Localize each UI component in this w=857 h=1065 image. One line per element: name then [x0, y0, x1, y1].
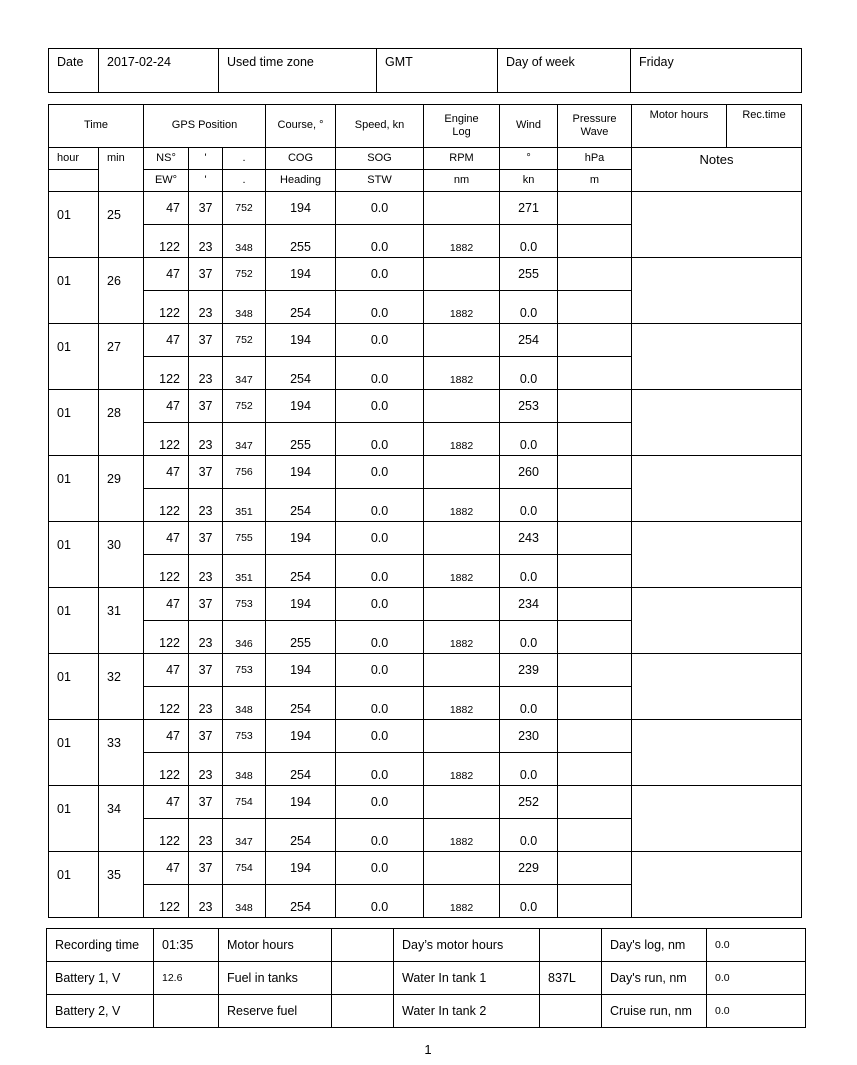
- lon-dec-cell[interactable]: 348: [223, 687, 266, 720]
- cog-cell[interactable]: 194: [266, 852, 336, 885]
- log-cell[interactable]: 1882: [424, 753, 500, 786]
- stw-cell[interactable]: 0.0: [336, 291, 424, 324]
- day-log-label: Day's log, nm: [602, 929, 707, 962]
- wind-kn-cell[interactable]: 0.0: [500, 357, 558, 390]
- notes-cell[interactable]: [632, 720, 802, 786]
- wave-cell[interactable]: [558, 225, 632, 258]
- pressure-cell[interactable]: [558, 852, 632, 885]
- heading-cell[interactable]: 255: [266, 225, 336, 258]
- rpm-cell[interactable]: [424, 588, 500, 621]
- wind-kn-cell[interactable]: 0.0: [500, 753, 558, 786]
- sub-lon-dec: .: [223, 170, 266, 192]
- min-cell[interactable]: 31: [99, 588, 144, 654]
- wind-kn-cell[interactable]: 0.0: [500, 687, 558, 720]
- lat-dec-cell[interactable]: 754: [223, 786, 266, 819]
- lat-dec-cell[interactable]: 756: [223, 456, 266, 489]
- stw-cell[interactable]: 0.0: [336, 819, 424, 852]
- sub-hpa: hPa: [558, 148, 632, 170]
- sog-cell[interactable]: 0.0: [336, 192, 424, 225]
- table-row: [49, 654, 802, 687]
- wind-kn-cell[interactable]: 0.0: [500, 291, 558, 324]
- lon-min-cell[interactable]: 23: [189, 225, 223, 258]
- stw-cell[interactable]: 0.0: [336, 555, 424, 588]
- hour-cell[interactable]: 01: [49, 522, 99, 588]
- stw-cell[interactable]: 0.0: [336, 621, 424, 654]
- heading-cell[interactable]: 254: [266, 489, 336, 522]
- heading-cell[interactable]: 254: [266, 819, 336, 852]
- table-row: [49, 192, 802, 225]
- lat-dec-cell[interactable]: 752: [223, 390, 266, 423]
- min-cell[interactable]: 32: [99, 654, 144, 720]
- lon-min-cell[interactable]: 23: [189, 489, 223, 522]
- sub-ew: EW°: [144, 170, 189, 192]
- wave-cell[interactable]: [558, 621, 632, 654]
- col-rec-time: Rec.time: [727, 105, 802, 148]
- table-row: [49, 522, 802, 555]
- sub-ns: NS°: [144, 148, 189, 170]
- notes-cell[interactable]: [632, 192, 802, 258]
- notes-cell[interactable]: [632, 324, 802, 390]
- heading-cell[interactable]: 255: [266, 423, 336, 456]
- lat-min-cell[interactable]: 37: [189, 654, 223, 687]
- wind-kn-cell[interactable]: 0.0: [500, 423, 558, 456]
- col-course: Course, °: [266, 105, 336, 148]
- recording-time-value[interactable]: 01:35: [154, 929, 219, 962]
- wave-cell[interactable]: [558, 291, 632, 324]
- sog-cell[interactable]: 0.0: [336, 456, 424, 489]
- pressure-cell[interactable]: [558, 192, 632, 225]
- sub-lat-min: ': [189, 148, 223, 170]
- motor-hours-label: Motor hours: [219, 929, 332, 962]
- log-cell[interactable]: 1882: [424, 885, 500, 918]
- table-row: [49, 258, 802, 291]
- wind-dir-cell[interactable]: 230: [500, 720, 558, 753]
- day-run-value[interactable]: 0.0: [707, 962, 806, 995]
- lat-dec-cell[interactable]: 752: [223, 192, 266, 225]
- lat-min-cell[interactable]: 37: [189, 588, 223, 621]
- wind-dir-cell[interactable]: 239: [500, 654, 558, 687]
- sog-cell[interactable]: 0.0: [336, 258, 424, 291]
- lat-deg-cell[interactable]: 47: [144, 720, 189, 753]
- battery2-value[interactable]: [154, 995, 219, 1028]
- battery1-value[interactable]: 12.6: [154, 962, 219, 995]
- rpm-cell[interactable]: [424, 654, 500, 687]
- wind-kn-cell[interactable]: 0.0: [500, 225, 558, 258]
- day-of-week-label: Day of week: [498, 49, 631, 93]
- table-row: [49, 390, 802, 423]
- lon-deg-cell[interactable]: 122: [144, 423, 189, 456]
- stw-cell[interactable]: 0.0: [336, 357, 424, 390]
- sub-stw: STW: [336, 170, 424, 192]
- sog-cell[interactable]: 0.0: [336, 522, 424, 555]
- page-body: [48, 104, 808, 1057]
- reserve-fuel-value[interactable]: [332, 995, 394, 1028]
- rpm-cell[interactable]: [424, 522, 500, 555]
- hour-cell[interactable]: 01: [49, 654, 99, 720]
- day-log-value[interactable]: 0.0: [707, 929, 806, 962]
- sub-cog: COG: [266, 148, 336, 170]
- min-cell[interactable]: 26: [99, 258, 144, 324]
- lon-min-cell[interactable]: 23: [189, 555, 223, 588]
- log-label: Log: [452, 126, 471, 138]
- log-cell[interactable]: 1882: [424, 555, 500, 588]
- lon-min-cell[interactable]: 23: [189, 621, 223, 654]
- pressure-cell[interactable]: [558, 456, 632, 489]
- stw-cell[interactable]: 0.0: [336, 489, 424, 522]
- col-speed: Speed, kn: [336, 105, 424, 148]
- min-cell[interactable]: 34: [99, 786, 144, 852]
- wind-kn-cell[interactable]: 0.0: [500, 819, 558, 852]
- lon-dec-cell[interactable]: 346: [223, 621, 266, 654]
- cog-cell[interactable]: 194: [266, 786, 336, 819]
- wave-cell[interactable]: [558, 885, 632, 918]
- lon-min-cell[interactable]: 23: [189, 291, 223, 324]
- lon-deg-cell[interactable]: 122: [144, 357, 189, 390]
- lat-deg-cell[interactable]: 47: [144, 852, 189, 885]
- wind-dir-cell[interactable]: 253: [500, 390, 558, 423]
- lat-dec-cell[interactable]: 752: [223, 324, 266, 357]
- notes-cell[interactable]: [632, 654, 802, 720]
- cog-cell[interactable]: 194: [266, 192, 336, 225]
- min-cell[interactable]: 28: [99, 390, 144, 456]
- heading-cell[interactable]: 254: [266, 687, 336, 720]
- wave-cell[interactable]: [558, 489, 632, 522]
- log-table: [48, 104, 802, 918]
- table-row: [49, 720, 802, 753]
- timezone-value[interactable]: GMT: [377, 49, 498, 93]
- table-row: [49, 588, 802, 621]
- col-notes: Notes: [632, 148, 802, 192]
- fuel-value[interactable]: [332, 962, 394, 995]
- lat-min-cell[interactable]: 37: [189, 192, 223, 225]
- rpm-cell[interactable]: [424, 720, 500, 753]
- rpm-cell[interactable]: [424, 258, 500, 291]
- hour-cell[interactable]: 01: [49, 258, 99, 324]
- lat-dec-cell[interactable]: 754: [223, 852, 266, 885]
- lon-dec-cell[interactable]: 351: [223, 489, 266, 522]
- lat-min-cell[interactable]: 37: [189, 324, 223, 357]
- sub-min: min: [99, 148, 144, 192]
- wind-dir-cell[interactable]: 254: [500, 324, 558, 357]
- wave-cell[interactable]: [558, 687, 632, 720]
- cog-cell[interactable]: 194: [266, 654, 336, 687]
- cog-cell[interactable]: 194: [266, 258, 336, 291]
- min-cell[interactable]: 29: [99, 456, 144, 522]
- cog-cell[interactable]: 194: [266, 588, 336, 621]
- rpm-cell[interactable]: [424, 852, 500, 885]
- cog-cell[interactable]: 194: [266, 456, 336, 489]
- pressure-cell[interactable]: [558, 786, 632, 819]
- lat-deg-cell[interactable]: 47: [144, 654, 189, 687]
- lon-dec-cell[interactable]: 348: [223, 753, 266, 786]
- rpm-cell[interactable]: [424, 192, 500, 225]
- lat-deg-cell[interactable]: 47: [144, 390, 189, 423]
- date-label: Date: [49, 49, 99, 93]
- log-cell[interactable]: 1882: [424, 687, 500, 720]
- lon-dec-cell[interactable]: 348: [223, 291, 266, 324]
- cruise-run-value[interactable]: 0.0: [707, 995, 806, 1028]
- table-row: [49, 786, 802, 819]
- reserve-fuel-label: Reserve fuel: [219, 995, 332, 1028]
- pressure-cell[interactable]: [558, 390, 632, 423]
- log-cell[interactable]: 1882: [424, 225, 500, 258]
- sog-cell[interactable]: 0.0: [336, 390, 424, 423]
- cog-cell[interactable]: 194: [266, 522, 336, 555]
- min-cell[interactable]: 30: [99, 522, 144, 588]
- lon-min-cell[interactable]: 23: [189, 423, 223, 456]
- sub-kn: kn: [500, 170, 558, 192]
- header-table: [48, 48, 802, 93]
- motor-hours-value[interactable]: [332, 929, 394, 962]
- battery1-label: Battery 1, V: [47, 962, 154, 995]
- lat-dec-cell[interactable]: 752: [223, 258, 266, 291]
- hour-cell[interactable]: 01: [49, 588, 99, 654]
- min-cell[interactable]: 33: [99, 720, 144, 786]
- col-engine-log: [424, 105, 500, 148]
- log-cell[interactable]: 1882: [424, 291, 500, 324]
- wind-dir-cell[interactable]: 234: [500, 588, 558, 621]
- pressure-cell[interactable]: [558, 588, 632, 621]
- date-value[interactable]: 2017-02-24: [99, 49, 219, 93]
- sub-lat-dec: .: [223, 148, 266, 170]
- stw-cell[interactable]: 0.0: [336, 423, 424, 456]
- sog-cell[interactable]: 0.0: [336, 786, 424, 819]
- lat-dec-cell[interactable]: 753: [223, 588, 266, 621]
- water-tank2-value[interactable]: [540, 995, 602, 1028]
- lon-min-cell[interactable]: 23: [189, 819, 223, 852]
- stw-cell[interactable]: 0.0: [336, 687, 424, 720]
- lon-deg-cell[interactable]: 122: [144, 621, 189, 654]
- lat-min-cell[interactable]: 37: [189, 786, 223, 819]
- min-cell[interactable]: 35: [99, 852, 144, 918]
- sub-m: m: [558, 170, 632, 192]
- wind-dir-cell[interactable]: 260: [500, 456, 558, 489]
- battery2-label: Battery 2, V: [47, 995, 154, 1028]
- wave-label: Wave: [580, 126, 609, 138]
- lat-deg-cell[interactable]: 47: [144, 786, 189, 819]
- lon-min-cell[interactable]: 23: [189, 885, 223, 918]
- table-row: [49, 852, 802, 885]
- wave-cell[interactable]: [558, 357, 632, 390]
- pressure-cell[interactable]: [558, 720, 632, 753]
- log-cell[interactable]: 1882: [424, 357, 500, 390]
- wind-dir-cell[interactable]: 229: [500, 852, 558, 885]
- wind-kn-cell[interactable]: 0.0: [500, 885, 558, 918]
- sub-heading: Heading: [266, 170, 336, 192]
- wave-cell[interactable]: [558, 819, 632, 852]
- wave-cell[interactable]: [558, 753, 632, 786]
- col-motor-hours: Motor hours: [632, 105, 727, 148]
- table-row: [49, 324, 802, 357]
- lon-deg-cell[interactable]: 122: [144, 753, 189, 786]
- stw-cell[interactable]: 0.0: [336, 753, 424, 786]
- cog-cell[interactable]: 194: [266, 390, 336, 423]
- hour-cell[interactable]: 01: [49, 192, 99, 258]
- notes-cell[interactable]: [632, 852, 802, 918]
- log-cell[interactable]: 1882: [424, 489, 500, 522]
- notes-cell[interactable]: [632, 390, 802, 456]
- hour-cell[interactable]: 01: [49, 720, 99, 786]
- cog-cell[interactable]: 194: [266, 324, 336, 357]
- hour-cell[interactable]: 01: [49, 390, 99, 456]
- wind-kn-cell[interactable]: 0.0: [500, 489, 558, 522]
- heading-cell[interactable]: 254: [266, 357, 336, 390]
- col-wind: Wind: [500, 105, 558, 148]
- sub-wind-deg: °: [500, 148, 558, 170]
- wind-kn-cell[interactable]: 0.0: [500, 555, 558, 588]
- notes-cell[interactable]: [632, 786, 802, 852]
- log-cell[interactable]: 1882: [424, 621, 500, 654]
- lat-deg-cell[interactable]: 47: [144, 456, 189, 489]
- lat-min-cell[interactable]: 37: [189, 720, 223, 753]
- sub-nm: nm: [424, 170, 500, 192]
- lat-min-cell[interactable]: 37: [189, 522, 223, 555]
- day-motor-hours-label: Day’s motor hours: [394, 929, 540, 962]
- wind-dir-cell[interactable]: 255: [500, 258, 558, 291]
- lon-deg-cell[interactable]: 122: [144, 819, 189, 852]
- engine-label: Engine: [444, 112, 479, 125]
- notes-cell[interactable]: [632, 456, 802, 522]
- wave-cell[interactable]: [558, 423, 632, 456]
- cog-cell[interactable]: 194: [266, 720, 336, 753]
- pressure-cell[interactable]: [558, 522, 632, 555]
- min-cell[interactable]: 25: [99, 192, 144, 258]
- lat-min-cell[interactable]: 37: [189, 390, 223, 423]
- lon-deg-cell[interactable]: 122: [144, 489, 189, 522]
- lon-min-cell[interactable]: 23: [189, 687, 223, 720]
- rpm-cell[interactable]: [424, 456, 500, 489]
- sub-lon-min: ': [189, 170, 223, 192]
- day-run-label: Day's run, nm: [602, 962, 707, 995]
- sog-cell[interactable]: 0.0: [336, 588, 424, 621]
- wind-dir-cell[interactable]: 243: [500, 522, 558, 555]
- lon-min-cell[interactable]: 23: [189, 357, 223, 390]
- wind-kn-cell[interactable]: 0.0: [500, 621, 558, 654]
- lat-deg-cell[interactable]: 47: [144, 588, 189, 621]
- heading-cell[interactable]: 254: [266, 885, 336, 918]
- lon-deg-cell[interactable]: 122: [144, 291, 189, 324]
- lat-dec-cell[interactable]: 755: [223, 522, 266, 555]
- water-tank2-label: Water In tank 2: [394, 995, 540, 1028]
- stw-cell[interactable]: 0.0: [336, 225, 424, 258]
- lat-min-cell[interactable]: 37: [189, 852, 223, 885]
- lon-dec-cell[interactable]: 347: [223, 819, 266, 852]
- hour-cell[interactable]: 01: [49, 456, 99, 522]
- water-tank1-value[interactable]: 837L: [540, 962, 602, 995]
- water-tank1-label: Water In tank 1: [394, 962, 540, 995]
- wind-dir-cell[interactable]: 271: [500, 192, 558, 225]
- rpm-cell[interactable]: [424, 324, 500, 357]
- recording-time-label: Recording time: [47, 929, 154, 962]
- cruise-run-label: Cruise run, nm: [602, 995, 707, 1028]
- sub-sog: SOG: [336, 148, 424, 170]
- col-gps: GPS Position: [144, 105, 266, 148]
- sog-cell[interactable]: 0.0: [336, 654, 424, 687]
- day-motor-hours-value[interactable]: [540, 929, 602, 962]
- lon-dec-cell[interactable]: 347: [223, 423, 266, 456]
- lat-min-cell[interactable]: 37: [189, 258, 223, 291]
- lat-dec-cell[interactable]: 753: [223, 720, 266, 753]
- stw-cell[interactable]: 0.0: [336, 885, 424, 918]
- lon-deg-cell[interactable]: 122: [144, 885, 189, 918]
- hour-cell[interactable]: 01: [49, 852, 99, 918]
- hour-cell[interactable]: 01: [49, 324, 99, 390]
- pressure-cell[interactable]: [558, 324, 632, 357]
- summary-table: [46, 928, 806, 1028]
- col-time: Time: [49, 105, 144, 148]
- notes-cell[interactable]: [632, 588, 802, 654]
- wind-dir-cell[interactable]: 252: [500, 786, 558, 819]
- day-of-week-value[interactable]: Friday: [631, 49, 802, 93]
- notes-cell[interactable]: [632, 258, 802, 324]
- heading-cell[interactable]: 254: [266, 555, 336, 588]
- lat-deg-cell[interactable]: 47: [144, 258, 189, 291]
- notes-cell[interactable]: [632, 522, 802, 588]
- pressure-label: Pressure: [572, 112, 617, 125]
- rpm-cell[interactable]: [424, 786, 500, 819]
- log-cell[interactable]: 1882: [424, 423, 500, 456]
- hour-cell[interactable]: 01: [49, 786, 99, 852]
- col-pressure-wave: [558, 105, 632, 148]
- lat-min-cell[interactable]: 37: [189, 456, 223, 489]
- min-cell[interactable]: 27: [99, 324, 144, 390]
- sub-rpm: RPM: [424, 148, 500, 170]
- fuel-label: Fuel in tanks: [219, 962, 332, 995]
- timezone-label: Used time zone: [219, 49, 377, 93]
- lon-dec-cell[interactable]: 347: [223, 357, 266, 390]
- sog-cell[interactable]: 0.0: [336, 852, 424, 885]
- lon-min-cell[interactable]: 23: [189, 753, 223, 786]
- lat-deg-cell[interactable]: 47: [144, 192, 189, 225]
- sog-cell[interactable]: 0.0: [336, 720, 424, 753]
- rpm-cell[interactable]: [424, 390, 500, 423]
- lon-deg-cell[interactable]: 122: [144, 225, 189, 258]
- heading-cell[interactable]: 254: [266, 291, 336, 324]
- lat-deg-cell[interactable]: 47: [144, 324, 189, 357]
- lon-deg-cell[interactable]: 122: [144, 687, 189, 720]
- lon-deg-cell[interactable]: 122: [144, 555, 189, 588]
- lon-dec-cell[interactable]: 351: [223, 555, 266, 588]
- sog-cell[interactable]: 0.0: [336, 324, 424, 357]
- lon-dec-cell[interactable]: 348: [223, 225, 266, 258]
- table-row: [49, 456, 802, 489]
- log-cell[interactable]: 1882: [424, 819, 500, 852]
- pressure-cell[interactable]: [558, 258, 632, 291]
- wave-cell[interactable]: [558, 555, 632, 588]
- heading-cell[interactable]: 255: [266, 621, 336, 654]
- lon-dec-cell[interactable]: 348: [223, 885, 266, 918]
- pressure-cell[interactable]: [558, 654, 632, 687]
- lat-deg-cell[interactable]: 47: [144, 522, 189, 555]
- page-number: 1: [424, 1042, 432, 1057]
- heading-cell[interactable]: 254: [266, 753, 336, 786]
- sub-hour: hour: [49, 148, 99, 170]
- empty-cell: [49, 170, 99, 192]
- lat-dec-cell[interactable]: 753: [223, 654, 266, 687]
